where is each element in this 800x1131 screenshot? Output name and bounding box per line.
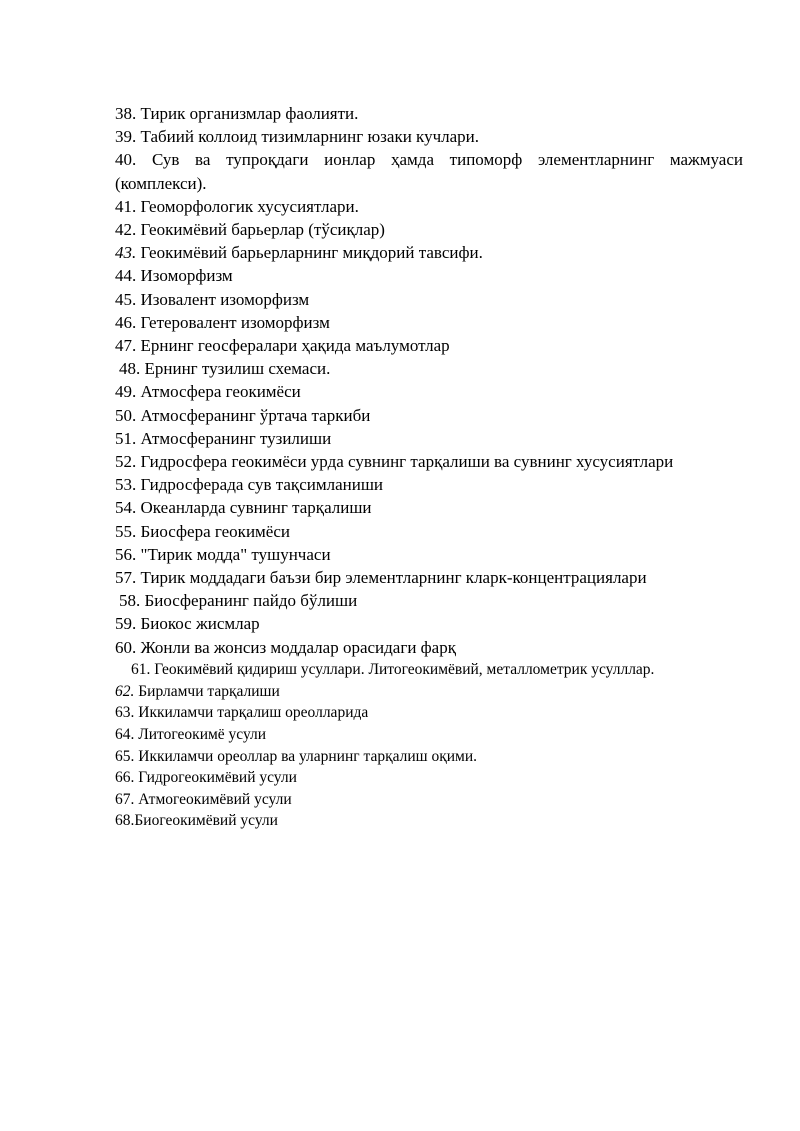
list-item-44 bbox=[115, 264, 743, 287]
item-text: Гидрогеокимёвий усули bbox=[138, 769, 297, 787]
item-number: 66. bbox=[115, 769, 135, 787]
item-number: 59. bbox=[115, 614, 137, 634]
list-item-40 bbox=[115, 148, 743, 194]
list-item-55 bbox=[115, 520, 743, 543]
item-number: 39. bbox=[115, 127, 137, 147]
item-text: Ернинг тузилиш схемаси. bbox=[144, 359, 331, 379]
item-number: 53. bbox=[115, 475, 137, 495]
item-text: "Тирик модда" тушунчаси bbox=[140, 544, 331, 564]
item-text: Ернинг геосфералари ҳақида маълумотлар bbox=[140, 336, 450, 356]
item-text: Геокимёвий барьерларнинг миқдорий тавсифи. bbox=[140, 243, 483, 263]
list-item-57 bbox=[115, 566, 743, 589]
item-number: 48. bbox=[119, 359, 141, 379]
item-text: Атмосферанинг тузилиши bbox=[140, 428, 332, 448]
list-item-42 bbox=[115, 218, 743, 241]
item-text: Геоморфологик хусусиятлари. bbox=[140, 196, 359, 216]
item-text: Гидросферада сув тақсимланиши bbox=[140, 475, 384, 495]
item-number: 55. bbox=[115, 521, 137, 541]
item-number: 67. bbox=[115, 790, 135, 808]
item-number: 61. bbox=[131, 660, 151, 678]
item-number: 54. bbox=[115, 498, 137, 518]
item-number: 42. bbox=[115, 220, 137, 240]
item-number: 52. bbox=[115, 452, 137, 472]
item-text: Гетеровалент изоморфизм bbox=[140, 312, 330, 332]
item-number: 47. bbox=[115, 336, 137, 356]
item-text: Океанларда сувнинг тарқалиши bbox=[140, 498, 372, 518]
list-item-61 bbox=[115, 659, 743, 681]
item-text: Иккиламчи ореоллар ва уларнинг тарқалиш оқими. bbox=[138, 747, 478, 765]
list-item-59 bbox=[115, 612, 743, 635]
list-item-64 bbox=[115, 724, 743, 746]
item-text: Атмогеокимёвий усули bbox=[138, 790, 292, 808]
list-item-62 bbox=[115, 681, 743, 703]
list-item-50 bbox=[115, 404, 743, 427]
list-item-65 bbox=[115, 746, 743, 768]
item-number: 44. bbox=[115, 266, 137, 286]
item-number: 49. bbox=[115, 382, 137, 402]
item-text: Сув ва тупроқдаги ионлар ҳамда типоморф элементларнинг мажмуаси (комплекси). bbox=[115, 150, 743, 193]
item-number: 63. bbox=[115, 704, 135, 722]
item-number: 60. bbox=[115, 637, 137, 657]
item-number: 43. bbox=[115, 243, 137, 263]
item-text: Табиий коллоид тизимларнинг юзаки кучлари. bbox=[140, 127, 479, 147]
question-list bbox=[115, 102, 743, 832]
list-item-47 bbox=[115, 334, 743, 357]
item-number: 38. bbox=[115, 104, 137, 123]
item-text: Изоморфизм bbox=[140, 266, 233, 286]
item-text: Жонли ва жонсиз моддалар орасидаги фарқ bbox=[140, 637, 456, 657]
item-number: 68. bbox=[115, 812, 135, 830]
item-number: 40. bbox=[115, 150, 137, 170]
item-text: Тирик организмлар фаолияти. bbox=[140, 104, 359, 123]
item-number: 65. bbox=[115, 747, 135, 765]
list-item-46 bbox=[115, 311, 743, 334]
list-item-54 bbox=[115, 496, 743, 519]
list-item-43 bbox=[115, 241, 743, 264]
item-text: Геокимёвий барьерлар (тўсиқлар) bbox=[140, 220, 385, 240]
list-item-49 bbox=[115, 380, 743, 403]
item-text: Изовалент изоморфизм bbox=[140, 289, 310, 309]
item-text: Литогеокимё усули bbox=[138, 726, 267, 744]
item-number: 64. bbox=[115, 726, 135, 744]
list-item-56 bbox=[115, 543, 743, 566]
item-text: Атмосфера геокимёси bbox=[140, 382, 301, 402]
list-item-51 bbox=[115, 427, 743, 450]
item-number: 41. bbox=[115, 196, 137, 216]
item-number: 56. bbox=[115, 544, 137, 564]
list-item-58 bbox=[115, 589, 743, 612]
item-text: Иккиламчи тарқалиш ореолларида bbox=[138, 704, 369, 722]
list-item-67 bbox=[115, 789, 743, 811]
list-item-52 bbox=[115, 450, 743, 473]
item-number: 51. bbox=[115, 428, 137, 448]
item-number: 45. bbox=[115, 289, 137, 309]
list-item-45 bbox=[115, 288, 743, 311]
item-text: Биосфера геокимёси bbox=[140, 521, 290, 541]
list-item-66 bbox=[115, 767, 743, 789]
item-number: 50. bbox=[115, 405, 137, 425]
item-text: Бирламчи тарқалиши bbox=[138, 682, 280, 700]
list-item-39 bbox=[115, 125, 743, 148]
item-text: Геокимёвий қидириш усуллари. Литогеокимёвий, металлометрик усулллар. bbox=[154, 660, 655, 678]
list-item-68 bbox=[115, 810, 743, 832]
item-number: 46. bbox=[115, 312, 137, 332]
item-text: Биосферанинг пайдо бўлиши bbox=[144, 591, 358, 611]
item-number: 62. bbox=[115, 682, 135, 700]
item-text: Тирик моддадаги баъзи бир элементларнинг кларк-концентрациялари bbox=[140, 568, 647, 588]
list-item-38 bbox=[115, 102, 743, 125]
item-text: Гидросфера геокимёси урда сувнинг тарқалиши ва сувнинг хусусиятлари bbox=[140, 452, 674, 472]
item-number: 58. bbox=[119, 591, 141, 611]
list-item-48 bbox=[115, 357, 743, 380]
item-text: Атмосферанинг ўртача таркиби bbox=[140, 405, 371, 425]
list-item-53 bbox=[115, 473, 743, 496]
item-text: Биокос жисмлар bbox=[140, 614, 260, 634]
list-item-60 bbox=[115, 636, 743, 659]
item-number: 57. bbox=[115, 568, 137, 588]
item-text: Биогеокимёвий усули bbox=[134, 812, 278, 830]
list-item-63 bbox=[115, 702, 743, 724]
list-item-41 bbox=[115, 195, 743, 218]
